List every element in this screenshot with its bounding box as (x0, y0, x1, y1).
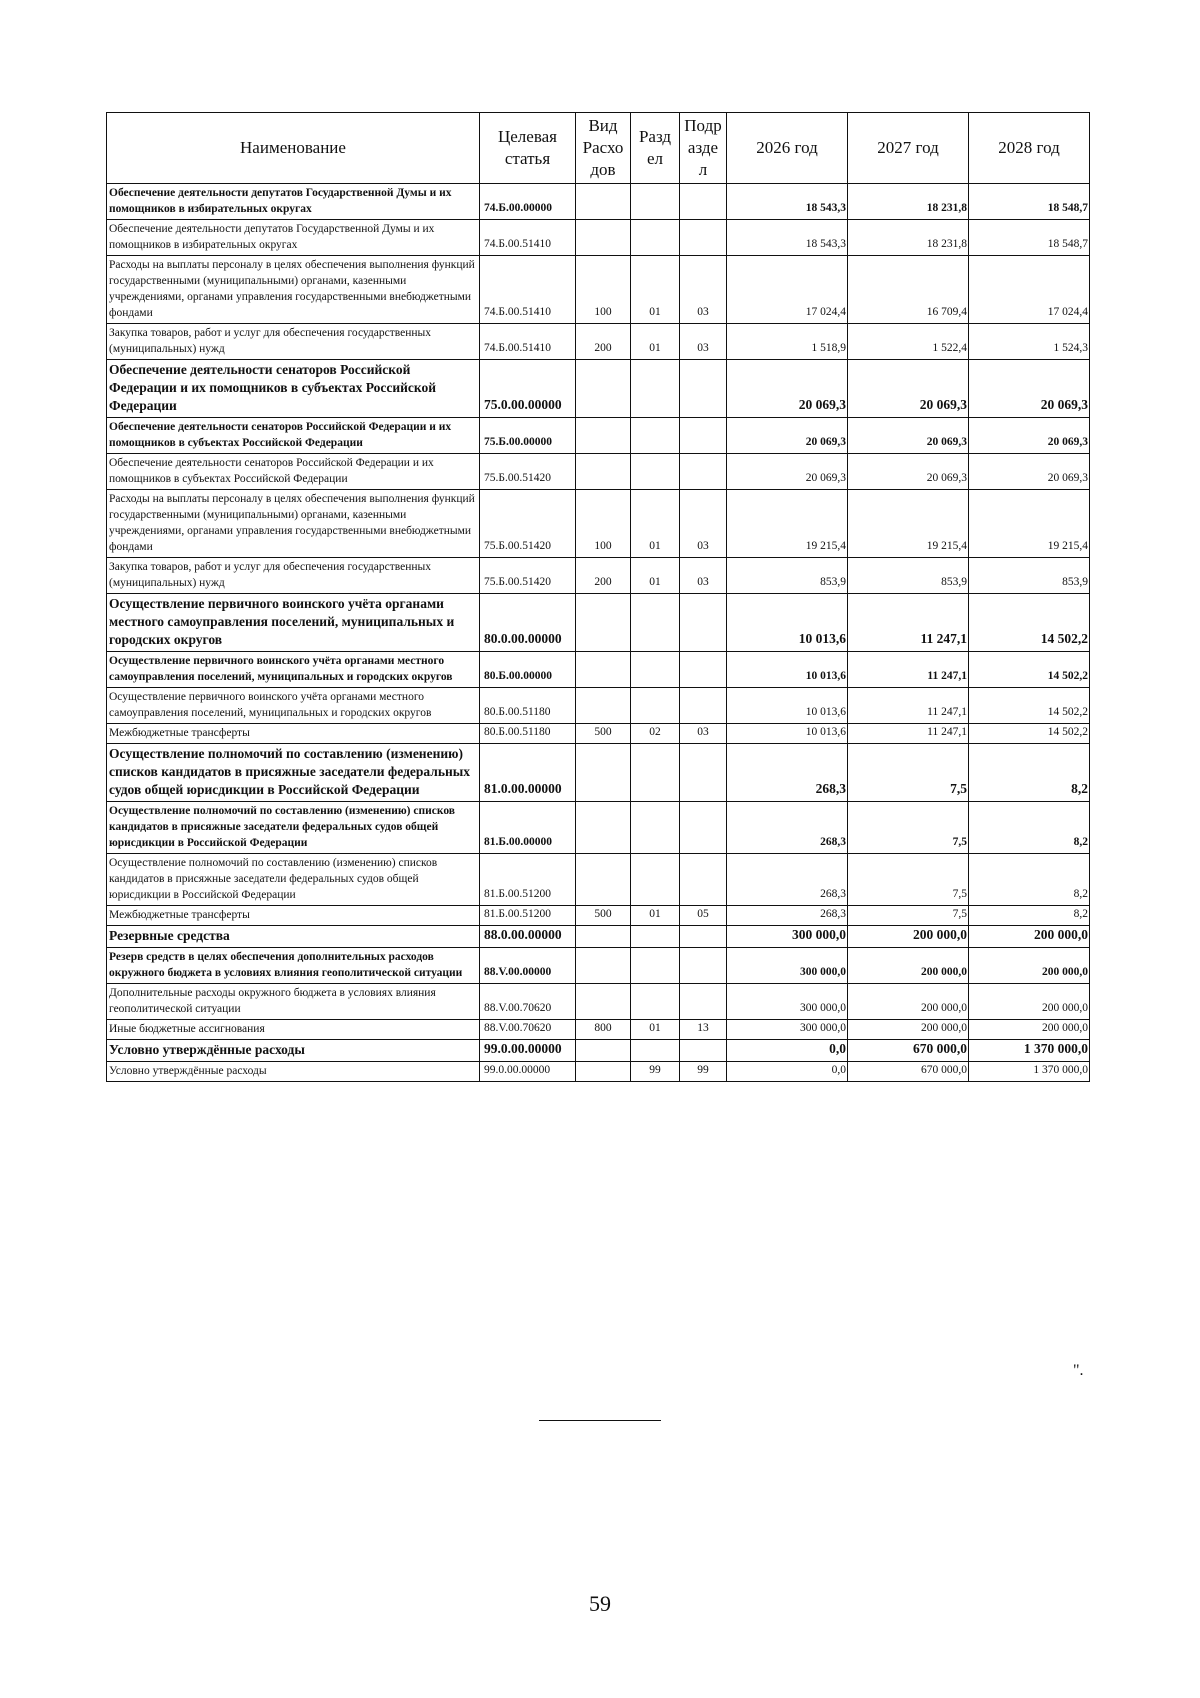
cell-code: 81.Б.00.51200 (480, 854, 576, 906)
cell-y2026: 17 024,4 (727, 256, 848, 324)
cell-vid (576, 926, 631, 948)
cell-razdel: 01 (631, 490, 680, 558)
cell-y2028: 20 069,3 (969, 454, 1090, 490)
cell-vid (576, 744, 631, 802)
cell-podrazdel (680, 948, 727, 984)
table-row (107, 256, 1090, 324)
cell-y2028: 14 502,2 (969, 652, 1090, 688)
cell-name: Дополнительные расходы окружного бюджета в условиях влияния геополитической ситуации (107, 984, 480, 1020)
table-body (107, 184, 1090, 1082)
cell-podrazdel (680, 184, 727, 220)
cell-name: Обеспечение деятельности сенаторов Российской Федерации и их помощников в субъектах Российской Федерации (107, 418, 480, 454)
cell-podrazdel (680, 802, 727, 854)
cell-name: Межбюджетные трансферты (107, 724, 480, 744)
cell-y2028: 8,2 (969, 854, 1090, 906)
cell-y2028: 18 548,7 (969, 220, 1090, 256)
cell-code: 80.Б.00.51180 (480, 724, 576, 744)
cell-vid (576, 184, 631, 220)
cell-code: 81.0.00.00000 (480, 744, 576, 802)
cell-vid (576, 802, 631, 854)
table-row (107, 688, 1090, 724)
cell-y2027: 11 247,1 (848, 594, 969, 652)
cell-y2026: 853,9 (727, 558, 848, 594)
cell-podrazdel: 05 (680, 906, 727, 926)
separator-line (539, 1420, 661, 1421)
cell-vid (576, 948, 631, 984)
header-vid: Вид Расхо дов (576, 113, 631, 184)
table-row (107, 1020, 1090, 1040)
table-row (107, 652, 1090, 688)
cell-code: 88.V.00.00000 (480, 948, 576, 984)
cell-podrazdel (680, 1040, 727, 1062)
cell-y2027: 200 000,0 (848, 948, 969, 984)
cell-y2026: 268,3 (727, 854, 848, 906)
cell-name: Резервные средства (107, 926, 480, 948)
cell-y2028: 14 502,2 (969, 724, 1090, 744)
cell-y2028: 19 215,4 (969, 490, 1090, 558)
table-row (107, 744, 1090, 802)
cell-y2028: 200 000,0 (969, 926, 1090, 948)
cell-razdel: 01 (631, 906, 680, 926)
cell-vid: 200 (576, 324, 631, 360)
cell-razdel (631, 184, 680, 220)
cell-name: Обеспечение деятельности депутатов Государственной Думы и их помощников в избирательных округах (107, 184, 480, 220)
cell-y2027: 11 247,1 (848, 652, 969, 688)
cell-podrazdel (680, 220, 727, 256)
cell-razdel: 02 (631, 724, 680, 744)
cell-code: 74.Б.00.51410 (480, 324, 576, 360)
cell-y2027: 20 069,3 (848, 454, 969, 490)
cell-y2027: 20 069,3 (848, 418, 969, 454)
cell-y2026: 18 543,3 (727, 184, 848, 220)
page-number: 59 (589, 1591, 611, 1616)
cell-name: Осуществление первичного воинского учёта органами местного самоуправления поселений, муниципальных и городских округов (107, 652, 480, 688)
cell-y2026: 268,3 (727, 906, 848, 926)
cell-y2027: 19 215,4 (848, 490, 969, 558)
cell-y2028: 1 370 000,0 (969, 1062, 1090, 1082)
cell-y2027: 7,5 (848, 906, 969, 926)
cell-vid: 500 (576, 724, 631, 744)
cell-y2027: 7,5 (848, 744, 969, 802)
cell-vid (576, 220, 631, 256)
cell-code: 74.Б.00.00000 (480, 184, 576, 220)
cell-y2026: 300 000,0 (727, 1020, 848, 1040)
cell-y2026: 0,0 (727, 1062, 848, 1082)
cell-y2028: 17 024,4 (969, 256, 1090, 324)
cell-code: 75.Б.00.00000 (480, 418, 576, 454)
cell-y2026: 20 069,3 (727, 454, 848, 490)
cell-y2027: 853,9 (848, 558, 969, 594)
table-row (107, 1040, 1090, 1062)
cell-name: Закупка товаров, работ и услуг для обеспечения государственных (муниципальных) нужд (107, 558, 480, 594)
cell-y2026: 20 069,3 (727, 418, 848, 454)
cell-razdel (631, 948, 680, 984)
cell-name: Условно утверждённые расходы (107, 1062, 480, 1082)
table-row (107, 594, 1090, 652)
header-razdel: Разд ел (631, 113, 680, 184)
cell-y2028: 20 069,3 (969, 418, 1090, 454)
header-2028: 2028 год (969, 113, 1090, 184)
cell-podrazdel: 03 (680, 558, 727, 594)
cell-podrazdel (680, 688, 727, 724)
cell-podrazdel: 03 (680, 724, 727, 744)
table-row (107, 926, 1090, 948)
cell-code: 99.0.00.00000 (480, 1062, 576, 1082)
cell-name: Расходы на выплаты персоналу в целях обеспечения выполнения функций государственными (муниципальными) органами, казенными учреждениями, органами управления государственными внебюджетными фондами (107, 490, 480, 558)
cell-y2027: 200 000,0 (848, 984, 969, 1020)
header-2027: 2027 год (848, 113, 969, 184)
table-row (107, 802, 1090, 854)
cell-podrazdel (680, 926, 727, 948)
cell-vid: 100 (576, 490, 631, 558)
cell-razdel (631, 1040, 680, 1062)
cell-podrazdel (680, 984, 727, 1020)
cell-code: 88.V.00.70620 (480, 984, 576, 1020)
cell-code: 75.Б.00.51420 (480, 454, 576, 490)
cell-y2028: 853,9 (969, 558, 1090, 594)
cell-y2027: 18 231,8 (848, 184, 969, 220)
cell-razdel (631, 360, 680, 418)
cell-razdel (631, 984, 680, 1020)
cell-y2026: 10 013,6 (727, 724, 848, 744)
cell-y2028: 8,2 (969, 802, 1090, 854)
cell-vid: 800 (576, 1020, 631, 1040)
header-2026: 2026 год (727, 113, 848, 184)
cell-code: 99.0.00.00000 (480, 1040, 576, 1062)
cell-podrazdel: 03 (680, 256, 727, 324)
table-row (107, 184, 1090, 220)
cell-vid: 100 (576, 256, 631, 324)
table-row (107, 948, 1090, 984)
cell-vid (576, 594, 631, 652)
cell-razdel (631, 594, 680, 652)
cell-razdel: 99 (631, 1062, 680, 1082)
cell-y2028: 8,2 (969, 906, 1090, 926)
cell-podrazdel: 03 (680, 324, 727, 360)
cell-y2028: 8,2 (969, 744, 1090, 802)
cell-name: Обеспечение деятельности депутатов Государственной Думы и их помощников в избирательных округах (107, 220, 480, 256)
cell-y2028: 200 000,0 (969, 984, 1090, 1020)
cell-code: 75.Б.00.51420 (480, 558, 576, 594)
header-code: Целевая статья (480, 113, 576, 184)
cell-name: Осуществление первичного воинского учёта органами местного самоуправления поселений, муниципальных и городских округов (107, 688, 480, 724)
cell-podrazdel: 99 (680, 1062, 727, 1082)
cell-razdel (631, 454, 680, 490)
cell-podrazdel (680, 652, 727, 688)
cell-name: Осуществление полномочий по составлению (изменению) списков кандидатов в присяжные заседатели федеральных судов общей юрисдикции в Российской Федерации (107, 802, 480, 854)
table-row (107, 558, 1090, 594)
cell-name: Осуществление первичного воинского учёта органами местного самоуправления поселений, муниципальных и городских округов (107, 594, 480, 652)
cell-vid (576, 652, 631, 688)
cell-podrazdel: 03 (680, 490, 727, 558)
cell-vid (576, 984, 631, 1020)
cell-y2027: 11 247,1 (848, 688, 969, 724)
closing-quote-mark: ". (1073, 1362, 1084, 1379)
cell-y2026: 19 215,4 (727, 490, 848, 558)
cell-podrazdel (680, 854, 727, 906)
cell-y2027: 20 069,3 (848, 360, 969, 418)
cell-razdel: 01 (631, 256, 680, 324)
cell-code: 80.Б.00.00000 (480, 652, 576, 688)
cell-y2026: 10 013,6 (727, 652, 848, 688)
table-row (107, 360, 1090, 418)
cell-vid (576, 688, 631, 724)
cell-y2028: 200 000,0 (969, 1020, 1090, 1040)
cell-razdel (631, 220, 680, 256)
table-row (107, 454, 1090, 490)
table-row (107, 1062, 1090, 1082)
cell-code: 74.Б.00.51410 (480, 256, 576, 324)
cell-vid (576, 1040, 631, 1062)
cell-razdel (631, 854, 680, 906)
cell-y2026: 300 000,0 (727, 948, 848, 984)
cell-podrazdel: 13 (680, 1020, 727, 1040)
table-row (107, 220, 1090, 256)
cell-code: 81.Б.00.00000 (480, 802, 576, 854)
table-row (107, 854, 1090, 906)
table-row (107, 724, 1090, 744)
cell-vid (576, 1062, 631, 1082)
cell-name: Межбюджетные трансферты (107, 906, 480, 926)
cell-code: 88.V.00.70620 (480, 1020, 576, 1040)
cell-razdel (631, 926, 680, 948)
cell-name: Осуществление полномочий по составлению (изменению) списков кандидатов в присяжные заседатели федеральных судов общей юрисдикции в Российской Федерации (107, 744, 480, 802)
cell-podrazdel (680, 454, 727, 490)
cell-code: 74.Б.00.51410 (480, 220, 576, 256)
cell-code: 75.0.00.00000 (480, 360, 576, 418)
cell-y2027: 670 000,0 (848, 1062, 969, 1082)
cell-y2027: 670 000,0 (848, 1040, 969, 1062)
cell-vid (576, 854, 631, 906)
cell-podrazdel (680, 594, 727, 652)
cell-y2028: 1 524,3 (969, 324, 1090, 360)
cell-y2027: 7,5 (848, 854, 969, 906)
header-podrazdel: Подр азде л (680, 113, 727, 184)
cell-y2027: 11 247,1 (848, 724, 969, 744)
table-row (107, 984, 1090, 1020)
cell-y2026: 0,0 (727, 1040, 848, 1062)
cell-y2026: 1 518,9 (727, 324, 848, 360)
cell-y2026: 268,3 (727, 802, 848, 854)
cell-name: Обеспечение деятельности сенаторов Российской Федерации и их помощников в субъектах Российской Федерации (107, 454, 480, 490)
table-row (107, 490, 1090, 558)
cell-y2027: 1 522,4 (848, 324, 969, 360)
cell-razdel: 01 (631, 1020, 680, 1040)
cell-name: Расходы на выплаты персоналу в целях обеспечения выполнения функций государственными (муниципальными) органами, казенными учреждениями, органами управления государственными внебюджетными фондами (107, 256, 480, 324)
cell-y2028: 14 502,2 (969, 688, 1090, 724)
cell-code: 88.0.00.00000 (480, 926, 576, 948)
table-header-row (107, 113, 1090, 184)
cell-y2026: 18 543,3 (727, 220, 848, 256)
cell-code: 75.Б.00.51420 (480, 490, 576, 558)
cell-razdel (631, 418, 680, 454)
cell-y2028: 14 502,2 (969, 594, 1090, 652)
cell-y2026: 300 000,0 (727, 984, 848, 1020)
table-row (107, 324, 1090, 360)
cell-vid (576, 418, 631, 454)
table-row (107, 418, 1090, 454)
header-name: Наименование (107, 113, 480, 184)
budget-table (106, 112, 1090, 1082)
table-row (107, 906, 1090, 926)
cell-razdel (631, 802, 680, 854)
cell-y2026: 10 013,6 (727, 594, 848, 652)
cell-name: Закупка товаров, работ и услуг для обеспечения государственных (муниципальных) нужд (107, 324, 480, 360)
budget-table-sheet (106, 112, 1090, 1082)
cell-y2028: 200 000,0 (969, 948, 1090, 984)
cell-y2027: 18 231,8 (848, 220, 969, 256)
cell-razdel (631, 744, 680, 802)
cell-name: Иные бюджетные ассигнования (107, 1020, 480, 1040)
cell-y2027: 16 709,4 (848, 256, 969, 324)
cell-razdel: 01 (631, 324, 680, 360)
cell-name: Осуществление полномочий по составлению (изменению) списков кандидатов в присяжные заседатели федеральных судов общей юрисдикции в Российской Федерации (107, 854, 480, 906)
cell-y2027: 200 000,0 (848, 1020, 969, 1040)
cell-razdel: 01 (631, 558, 680, 594)
cell-y2028: 20 069,3 (969, 360, 1090, 418)
cell-vid: 200 (576, 558, 631, 594)
cell-y2026: 20 069,3 (727, 360, 848, 418)
cell-code: 80.Б.00.51180 (480, 688, 576, 724)
cell-vid: 500 (576, 906, 631, 926)
cell-name: Резерв средств в целях обеспечения дополнительных расходов окружного бюджета в условиях влияния геополитической ситуации (107, 948, 480, 984)
cell-name: Обеспечение деятельности сенаторов Российской Федерации и их помощников в субъектах Российской Федерации (107, 360, 480, 418)
cell-vid (576, 454, 631, 490)
cell-podrazdel (680, 360, 727, 418)
cell-y2026: 268,3 (727, 744, 848, 802)
cell-y2026: 300 000,0 (727, 926, 848, 948)
cell-code: 80.0.00.00000 (480, 594, 576, 652)
cell-y2026: 10 013,6 (727, 688, 848, 724)
cell-razdel (631, 688, 680, 724)
cell-y2027: 7,5 (848, 802, 969, 854)
cell-podrazdel (680, 418, 727, 454)
cell-razdel (631, 652, 680, 688)
cell-vid (576, 360, 631, 418)
cell-podrazdel (680, 744, 727, 802)
cell-name: Условно утверждённые расходы (107, 1040, 480, 1062)
cell-y2028: 1 370 000,0 (969, 1040, 1090, 1062)
cell-code: 81.Б.00.51200 (480, 906, 576, 926)
cell-y2027: 200 000,0 (848, 926, 969, 948)
cell-y2028: 18 548,7 (969, 184, 1090, 220)
